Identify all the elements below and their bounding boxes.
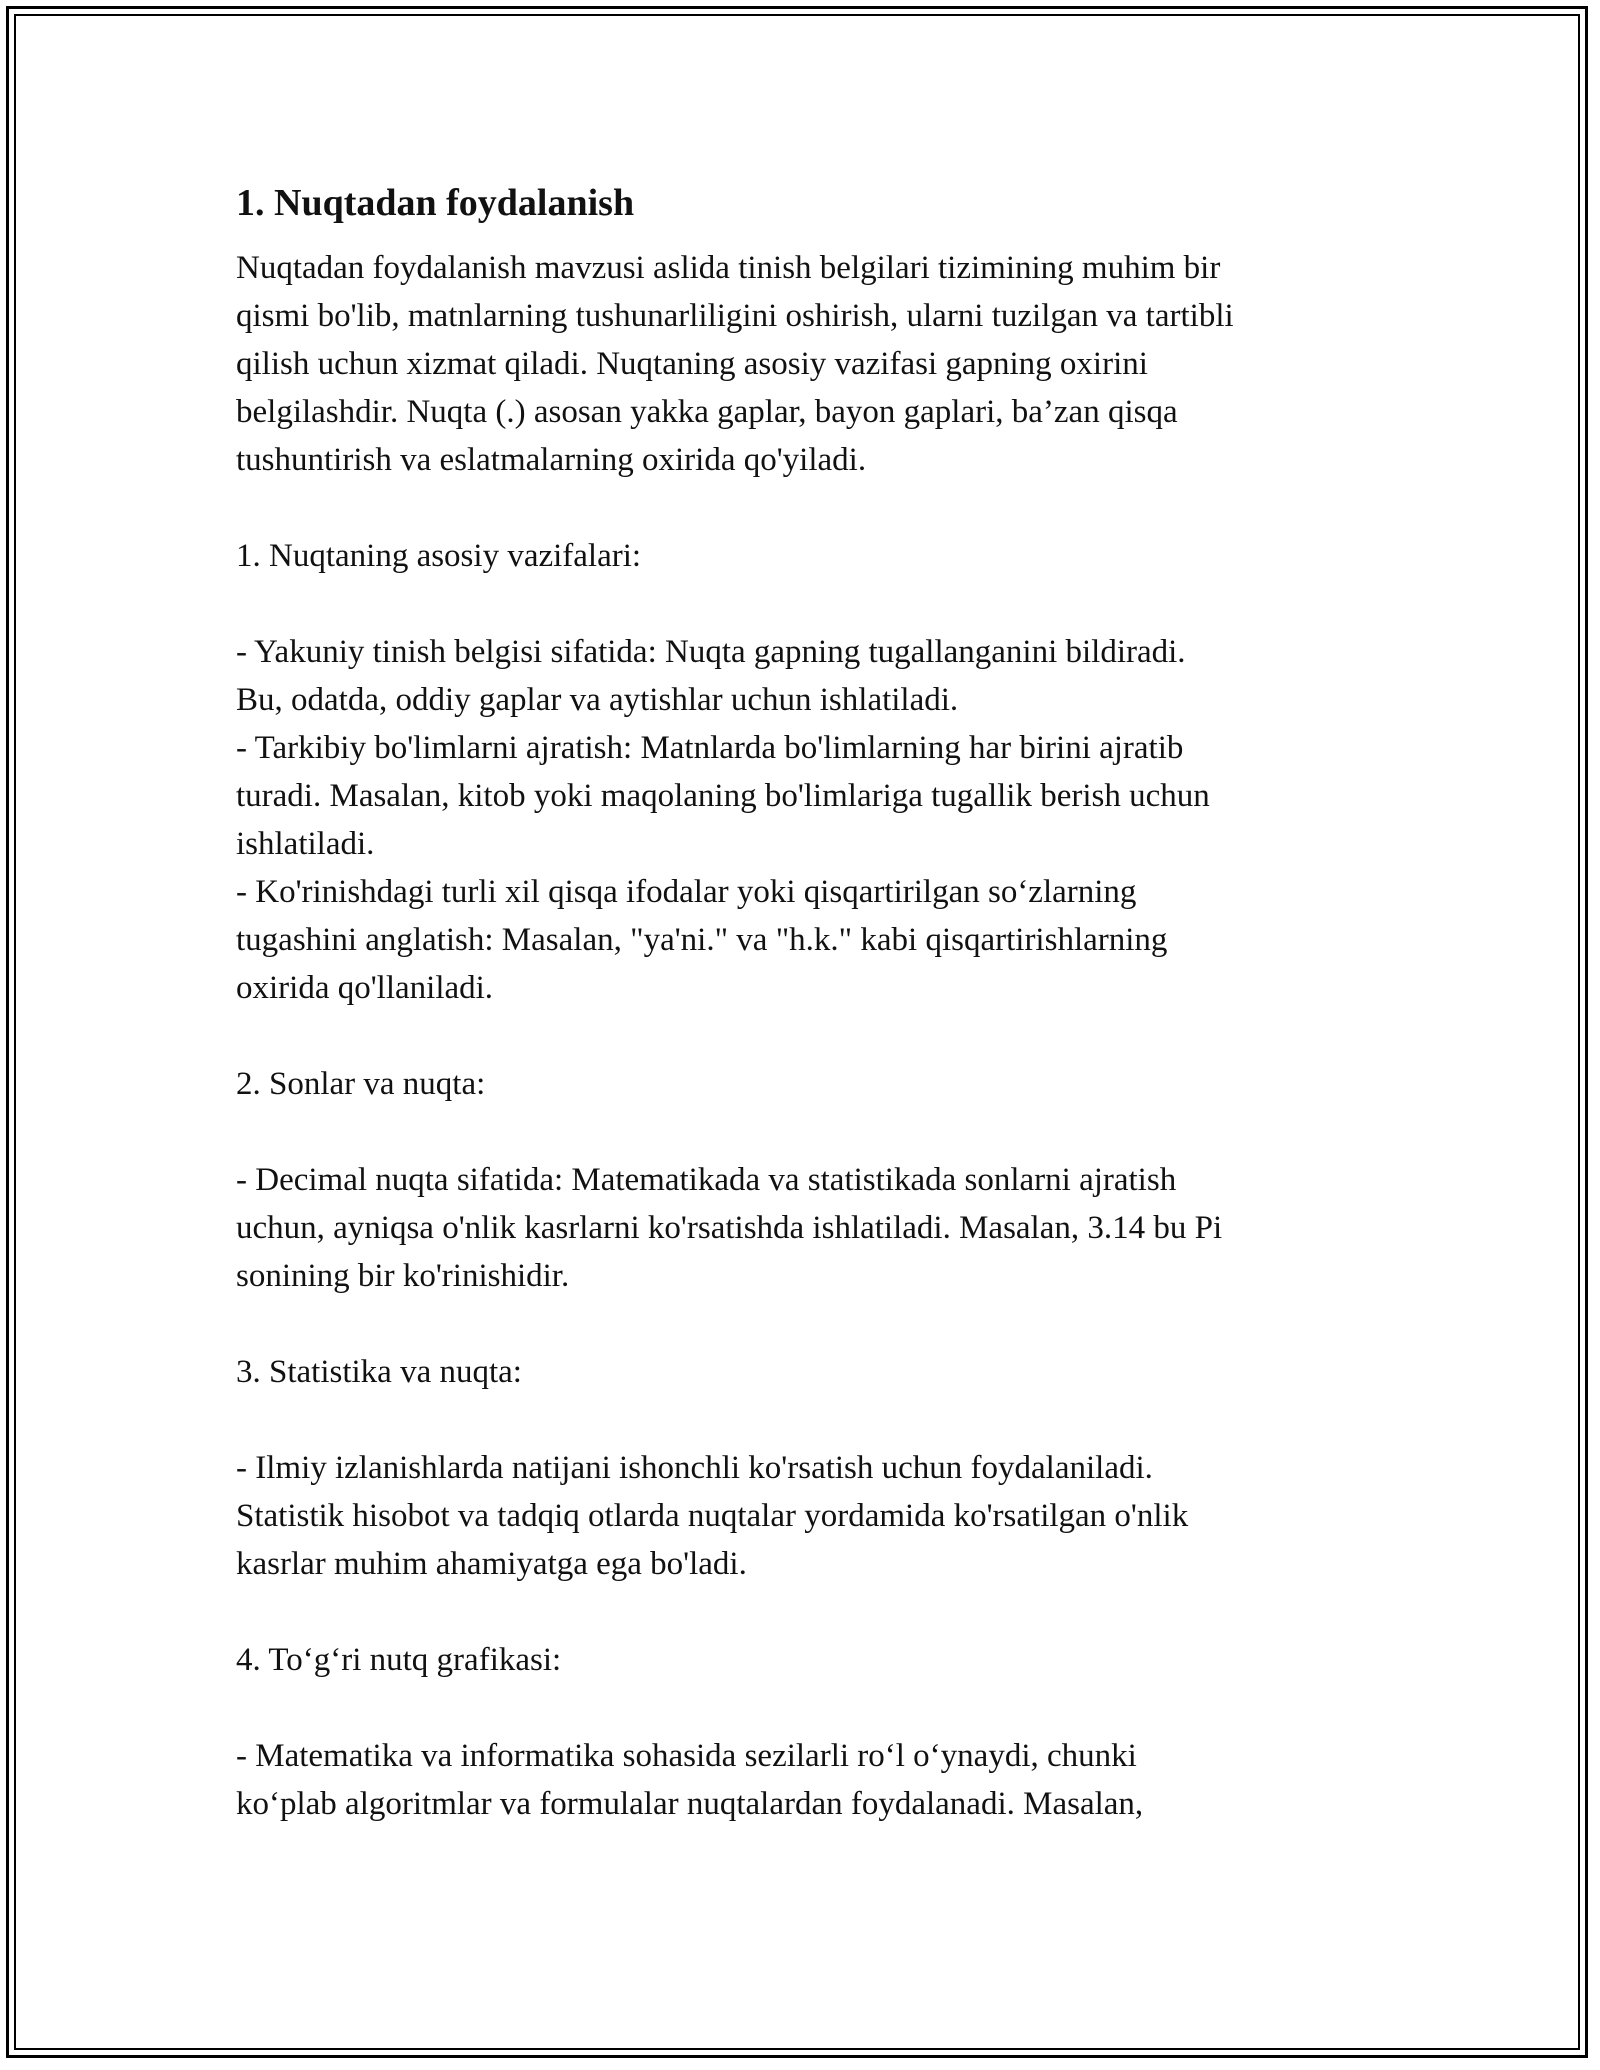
section-2-item-1: - Decimal nuqta sifatida: Matematikada va statistikada sonlarni ajratish uchun, ayniqsa o'nlik kasrlarni ko'rsatishda ishlatiladi. Masalan, 3.14 bu Pi sonining bir ko'rinishidir. bbox=[236, 1162, 1223, 1294]
section-heading-1: 1. Nuqtaning asosiy vazifalari: bbox=[236, 538, 642, 574]
section-1-item-2: - Tarkibiy bo'limlarni ajratish: Matnlarda bo'limlarning har birini ajratib turadi. Masalan, kitob yoki maqolaning bo'limlariga tugallik berish uchun ishlatiladi. bbox=[236, 730, 1210, 862]
spacer bbox=[236, 1108, 1366, 1156]
spacer bbox=[236, 1300, 1366, 1348]
section-3-item-1: - Ilmiy izlanishlarda natijani ishonchli ko'rsatish uchun foydalaniladi. Statistik hisobot va tadqiq otlarda nuqtalar yordamida ko'rsatilgan o'nlik kasrlar muhim ahamiyatga ega bo'ladi. bbox=[236, 1450, 1189, 1582]
section-heading-2: 2. Sonlar va nuqta: bbox=[236, 1066, 486, 1102]
document-title: 1. Nuqtadan foydalanish bbox=[236, 182, 635, 224]
spacer bbox=[236, 580, 1366, 628]
intro-paragraph: Nuqtadan foydalanish mavzusi aslida tinish belgilari tizimining muhim bir qismi bo'lib, matnlarning tushunarliligini oshirish, ularni tuzilgan va tartibli qilish uchun xizmat qiladi. Nuqtaning asosiy vazifasi gapning oxirini belgilashdir. Nuqta (.) asosan yakka gaplar, bayon gaplari, ba’zan qisqa tushuntirish va eslatmalarning oxirida qo'yiladi. bbox=[236, 250, 1234, 478]
section-1-item-3: - Ko'rinishdagi turli xil qisqa ifodalar yoki qisqartirilgan so‘zlarning tugashini anglatish: Masalan, "ya'ni." va "h.k." kabi qisqartirishlarning oxirida qo'llaniladi. bbox=[236, 874, 1168, 1006]
document-body bbox=[236, 178, 1366, 1828]
spacer bbox=[236, 1396, 1366, 1444]
section-heading-3: 3. Statistika va nuqta: bbox=[236, 1354, 522, 1390]
section-4-item-1: - Matematika va informatika sohasida sezilarli ro‘l o‘ynaydi, chunki ko‘plab algoritmlar va formulalar nuqtalardan foydalanadi. Masalan, bbox=[236, 1738, 1144, 1822]
section-1-item-1: - Yakuniy tinish belgisi sifatida: Nuqta gapning tugallanganini bildiradi. Bu, odatda, oddiy gaplar va aytishlar uchun ishlatiladi. bbox=[236, 634, 1186, 718]
section-heading-4: 4. To‘g‘ri nutq grafikasi: bbox=[236, 1642, 562, 1678]
spacer bbox=[236, 1684, 1366, 1732]
spacer bbox=[236, 1588, 1366, 1636]
spacer bbox=[236, 1012, 1366, 1060]
spacer bbox=[236, 484, 1366, 532]
